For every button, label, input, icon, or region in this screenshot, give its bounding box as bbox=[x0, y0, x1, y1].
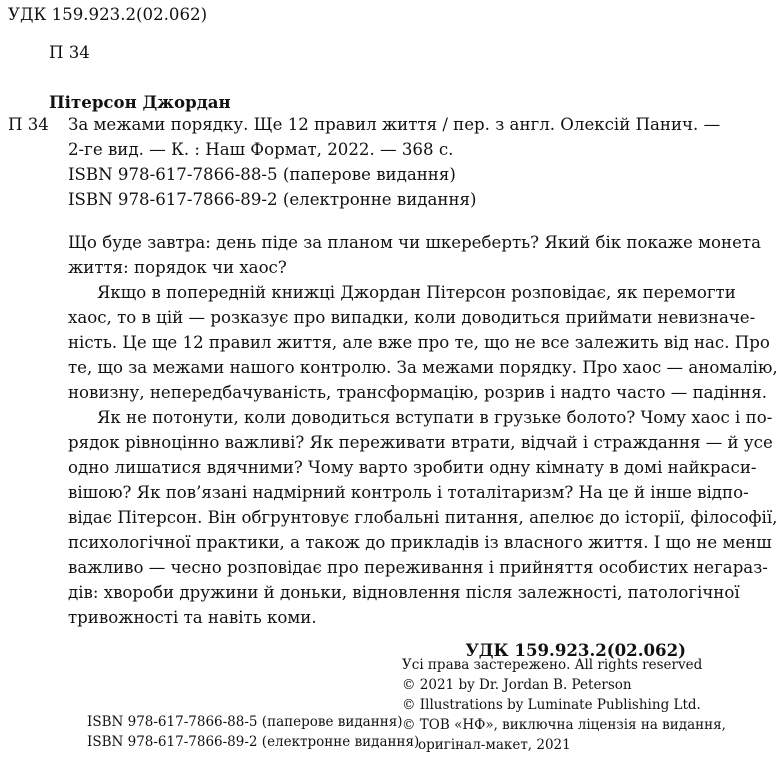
annotation-line: дів: хвороби дружини й доньки, відновлення після залежності, патологічної bbox=[68, 583, 740, 602]
rights-statement: Усі права застережено. All rights reserved bbox=[402, 657, 703, 673]
udk-code: УДК 159.923.2(02.062) bbox=[8, 5, 208, 24]
annotation-line: рядок рівноцінно важливі? Як переживати втрати, відчай і страждання — й усе bbox=[68, 433, 773, 452]
entry-isbn-print: ISBN 978-617-7866-88-5 (паперове видання) bbox=[68, 165, 456, 184]
annotation-line: Якщо в попередній книжці Джордан Пітерсон розповідає, як перемогти bbox=[97, 283, 736, 302]
copyright-line: © 2021 by Dr. Jordan B. Peterson bbox=[402, 677, 632, 693]
annotation-line: психологічної практики, а також до прикладів із власного життя. І що не менш bbox=[68, 533, 772, 552]
annotation-line: тривожності та навіть коми. bbox=[68, 608, 317, 627]
annotation-line: вішою? Як пов’язані надмірний контроль і тоталітаризм? На це й інше відпо- bbox=[68, 483, 749, 502]
annotation-line: життя: порядок чи хаос? bbox=[68, 258, 287, 277]
copyright-line: © Illustrations by Luminate Publishing Ltd. bbox=[402, 697, 701, 713]
shelf-code: П 34 bbox=[49, 43, 90, 62]
entry-isbn-electronic: ISBN 978-617-7866-89-2 (електронне видання) bbox=[68, 190, 477, 209]
annotation-line: хаос, то в цій — розказує про випадки, коли доводиться приймати невизначе- bbox=[68, 308, 756, 327]
entry-code: П 34 bbox=[8, 115, 49, 134]
annotation-line: Як не потонути, коли доводиться вступати в грузьке болото? Чому хаос і по- bbox=[97, 408, 773, 427]
footer-isbn-print: ISBN 978-617-7866-88-5 (паперове видання) bbox=[87, 714, 403, 730]
copyright-line: © ТОВ «НФ», виключна ліцензія на видання, bbox=[402, 717, 726, 733]
annotation-line: важливо — чесно розповідає про переживання і прийняття особистих негараз- bbox=[68, 558, 768, 577]
footer-isbn-electronic: ISBN 978-617-7866-89-2 (електронне видання) bbox=[87, 734, 420, 750]
annotation-line: новизну, непередбачуваність, трансформацію, розрив і надто часто — падіння. bbox=[68, 383, 767, 402]
footer-udk: УДК 159.923.2(02.062) bbox=[465, 640, 686, 660]
annotation-line: Що буде завтра: день піде за планом чи шкереберть? Який бік покаже монета bbox=[68, 233, 761, 252]
annotation-line: одно лишатися вдячними? Чому варто зробити одну кімнату в домі найкраси- bbox=[68, 458, 757, 477]
copyright-line: оригінал-макет, 2021 bbox=[418, 737, 571, 753]
annotation-line: ність. Це ще 12 правил життя, але вже про те, що не все залежить від нас. Про bbox=[68, 333, 770, 352]
author-heading: Пітерсон Джордан bbox=[49, 92, 231, 112]
annotation-line: відає Пітерсон. Він обгрунтовує глобальні питання, апелює до історії, філософії, bbox=[68, 508, 778, 527]
entry-line-1: За межами порядку. Ще 12 правил життя / пер. з англ. Олексій Панич. — bbox=[68, 115, 721, 134]
annotation-line: те, що за межами нашого контролю. За межами порядку. Про хаос — аномалію, bbox=[68, 358, 778, 377]
entry-line-2: 2-ге вид. — К. : Наш Формат, 2022. — 368 с. bbox=[68, 140, 454, 159]
